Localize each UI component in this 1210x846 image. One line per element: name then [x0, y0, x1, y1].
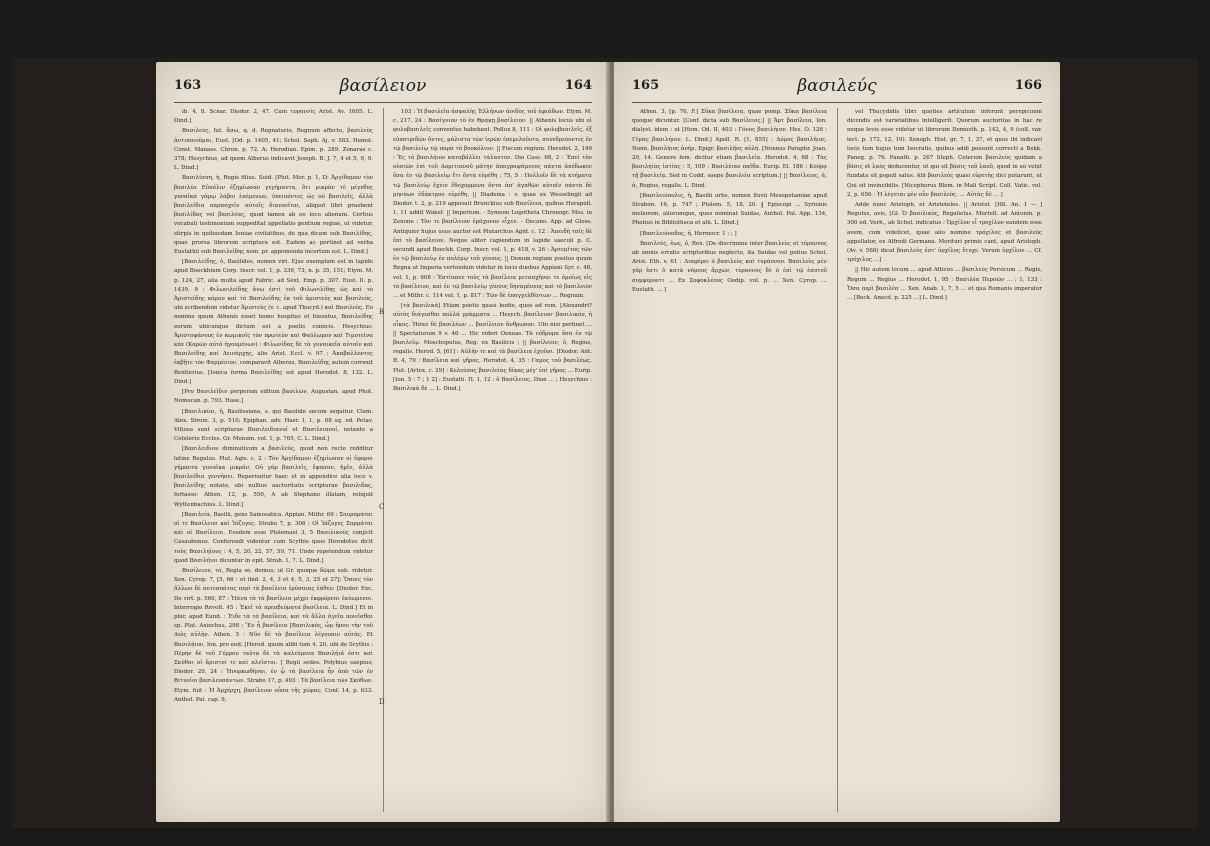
headword: βασιλεύς [797, 76, 877, 96]
page-number-right: 166 [1014, 78, 1042, 93]
page-number-left: 165 [632, 78, 660, 93]
paragraph: [τὰ βασιλικά] Etiam poetis quasi hodie, quos ad rem. [Alexandri? αὐτὸς διάγεσθαι πολλά γράμματα ... Hesych. βασίλειον· βασιλικὸν, ἡ οἶκος. Ἡσαν δὲ βασιλέων ... βασίλειον ἄνθρωπον. Ubi nisi pertinet ... || Spectatorum 9 v. 46 ... Hic videri Oeneas. Τὰ εὐδρομα ὅσα ἐν τῷ βασιλείῳ. Moschopulus, Reg. ex Basilicis ; || βασίλειον, ὁ, Regius, regalis. Herod. 5, [61] : Αὐλὴν τε καὶ τὰ βασίλεια ἐχοῦσι. [Diodor. Ant. R. 4, 79 : Βασίλεια καὶ γῆρας. Herodot. 4, 35 : Γαμος τοῦ βασιλέως. Plut. [Artox. c. 29] : Κελεύσας βασιλείας δίκας μέγ' ἐπὶ γῆρας ... Eurip. [Ion. 5 : 7 ; 1 2] : Eustath. Π. 1, 12 : ὁ Βασίλειος. Dion ... ; Hesychius : Βασιλικὰ δὲ ... L. Dind.] [393, 303, 592, 393]
headword: βασίλειον [339, 76, 427, 96]
column-1 [632, 108, 827, 812]
right-page [614, 62, 1060, 822]
book-spread [12, 58, 1198, 828]
column-2 [393, 108, 592, 812]
margin-letter: B [379, 308, 385, 316]
columns [632, 108, 1042, 812]
right-running-head [632, 76, 1042, 102]
column-divider [837, 108, 838, 812]
paragraph: Athen. 3, [p. 76, F.] Σῦκα βασίλεια, quae pomp. Σῦκα βασίλεια quoque dicuntur. [Conf. dicta sub Βασίλειος.] || Ἀρτ βασίλεια, Ion. dialyst. idem : ut [Hom. Od. II, 403 : Γόνος βασιλήιον. Hes. O. 126 : Γέρας βασιλήιον. L. Dind.] Apoll. R. [1, 855] : Δόμος βασιλήιος. Nonn. βασιλήιος ἀνήρ. Epigr. βασιλῆος αὐλή. [Nonnus Paraphr. Joan. 20, 14. Genere fem. dicitur etiam βασιλεία. Herodot. 4, 68 : Τὰς βασιληίας ἱστίας : 5, 109 : Βασιλέιαν παῖδα. Eurip. El. 186 : Κούρᾳ τῇ βασιλείᾳ. Sed in Codd. saepe βασιλεία scriptum.] || Βασίλειος, ἁ, ἁ, Regius, regalis. L. Dind. [632, 109, 827, 189]
paragraph: [Βασιλειόνοδος, ἡ. Hermocr. 1 : ; ] [640, 230, 737, 237]
paragraph: || Hic autem locum ... apud Atticos ... βασιλεύς Persicum ... Regis, Regum ... Regius ... Herodot. 1, 95 : Βασιλέα Περσῶν ... ; 1, 133 : Ὅσα περὶ βασιλέα ... Xen. Anab. 1, 7, 5 ... et qua Romanis imperator ... [Beck. Anecd. p. 225 ...] L. Dind.] [847, 267, 1042, 302]
page-number-right: 164 [564, 78, 592, 93]
paragraph: Βασιλίσση, ἡ, Regis filius. Suid. [Plut. Mor. p. 1, D: Ἀργίδαμον τὸν βασιλέα Εὐπόλιν ἐζημίωσαν γεγήμαντα, ὅτι μικρὰν τὲ μέγεθος γυναῖκα γάμῳ λάβοι ἐπέμενων, ὑπειπόντες ὡς οὐ βασιλεῖς, ἀλλὰ βασιλείδια παρασχεῖν αὐτοῖς διανοεῖται, aliquot libri praebent βασιλίδας vel βασιλέας, quod tamen ab eo loco alienum. Certius vocabuli testimonium suppeditat appellatio gentium regiae, ut videtur, stirpis in quibusdam Ioniae civitatibus, de qua dicam sub Βασιλίδης, quae prorsa librorum scriptura est. Eadem ac pertinet ad verba Eustathii sub Βασιλείδης nom. pr. appomenda incertum est. L. Dind.] [174, 175, 373, 256]
margin-letter: C [379, 503, 385, 511]
paragraph: [Βασιλεία, Basilii, gens Samosatica. Appian. Mithr. 69 : Σαυρομάται οἱ τε Βασίλειοι καὶ Ἰάζυγες. Strabo 7, p. 306 : Οἱ Ἰάζυγες Σαρμάται καὶ οἱ Βασίλειοι. Eosdem esse Ptolemaei 3, 5 Βασιλικοὺς conjicit Casaubonus. Conferendi videntur cum Scythis quos Herodotus dicit τοὺς Βασιληίους : 4, 5, 20, 22, 57, 59, 71. Unde repetendum videtur quod Βασιλήιοι dicuntur in epit. Strab. 1, 7. L. Dind.] [174, 511, 373, 564]
columns [174, 108, 592, 812]
left-running-head [174, 76, 592, 102]
paragraph: Adde nunc Aristoph. et Aristoteles. || Aristot. [Hil. An. 1 — ] Regulus, avis, [Gl. Ὁ βασιλικός, Regaliolus. Mortell. ad Antonin. p. 300 ed. Verh., ab Schol. indicatus : Ὀρχίλον εἶ τροχίλον eandem esse avem, cum videlicet, quae alio nomine τρόχιλος et βασιλεὺς appellatur, ex Alfredi Germana. Morituri primis cant, apud Aristoph. (Av. v. 568) dicat βασιλεὺς ἐστ' ὀρχίλος ἔτυχε. Verum ὀρχίλον ... Cf. τρόχιλος ...] [847, 202, 1042, 264]
page-number-left: 163 [174, 78, 202, 93]
header-rule [174, 102, 592, 103]
paragraph: ib. 4, 8. Scnar. Diodor. 2, 47. Cum τυραννὶς Arist. Av. 1605. L. Dind.] [174, 109, 373, 125]
paragraph: [Βασιλείδης, ὁ, Basilides, nomen viri. Ejus exemplum est in lapide apud Boeckhium Corp. Inscr. vol. 1, p. 339, 73, n. p. 35, 151; Etym. M. p. 124, 27, alia multa apud Fabric. ad Sext. Emp. p. 307. Eust. Il. p. 1439, 9 : Φιλωνιλείδης ἄνω ἐστὶ τοῦ Φιλωνιλίδης ὡς καὶ τὸ Ἀριστείδης κάρου καὶ τὸ Βασιλείδης ἐκ τοῦ ἀριστεὺς καὶ βασιλεύς, ubi scribendum videtur Ἀριστεὺς (v. c. apud Thucyd.) καὶ Βασιλεὺς. Eo nomine quum Athenis esset homo hospitus et hiesutus, Βασιλείδης eorum ubicunque dictum est a poetis comicis. Hesychius: Ἀριστοφάνους ἐν κωμικοῖς τὸν πρωτεὺν καὶ Φαύλωμον καὶ Τιμοτεῖνα κέα (Καρῶν αὐτὸ ἡγουμένων) : Φιλωνίδας δὲ τὰ γυναικεῖα αὐτοῖν καὶ Βασιλείδης καὶ Δεινάρχης, alio Arist. Eccl. v. 97 : Ἀκαβαλλοντες ἐκβῇτε τὸν Φαρμένιον, comparavit Alberus, Βασιλείδης autem correxit Bentlerius. [Ionica forma Βασιλεῖδης est apud Herodot. 8, 132. L. Dind.] [174, 259, 373, 385]
column-divider [383, 108, 384, 812]
paragraph: [Βασιλειόπολις, ἡ, Basilii urbs, nomen fluvii Mesopotamiae apud Strabon. 16, p. 747 ; Ptolem. 5, 18, 20. ‖ Episcopi ... Syrionis meliorem, aliorumque, quos nominat Suidas, Anthol. Pal. App. 134, Photius in Bibliotheca et alii. L. Dind.] [632, 192, 827, 227]
paragraph: 103 : Ἡ βασιλεῖα ἀσφαλὴς Ἑλλήνων ἀοιδὸς τοῦ ἐφεάδων. Etym. M. c. 217, 24 : Βασίγνιον τὸ ἐν Θρᾳκῃ βασίλειον. || Athenis locus ubi οἱ φυλοβασιλεῖς conventus habebant. Pollux 8, 111 : Οἱ φυλοβασιλεῖς, ἐξ εὐπατριδῶν ὄντες, μάλιστα τῶν ἱερῶν ἐπεμελοῦντο, συνεδρεύοντες ἐν τῷ βασιλείῳ τῷ παρὰ τὸ βουκόλιον. || Fiscum regium. Herodot. 2, 149 : Ἐς τὸ βασιλήιον καταβάλλει τάλαντον. Dio Cass. 68, 2 : Ἐπεὶ τὸν οὐσιῶν ἐπὶ τοῦ Δομιτιανοῦ μάτην ἀπογραψάμενος πάντα ἀπέδωκεν ὅσα ἐν τῷ βασιλείῳ ἔτι ὄντα εὑρέθη ; 75, 5 : Πολλοῖν δὲ τὰ κτήματα τῷ βασιλείῳ ἔχειν ἔδοχορμονα ὄντα ἀπ' ἀγαθῶν αὑτοῖν πάντα δὲ μηνύων ἐδάκτρου εὐρέθη. || Diadema : v. quae ex Wesselingii ad Diodor. t. 2, p. 219 apposuit Brunckius sub Βασίλεια, quibus Horapoll. 1, 11 addit Wakef. || Imperium. - Symeon Logotheta Chronogr. Mss. in Zenone : Τὸν τε βασίλειον ἐμάχονον εἶχεν. - Decano. App. ad Gloss. Antiquior hujus usus auctor est Plutarchus Agid. c. 12 : Ἀπειδὴ ταῖς δὲ ἐπὶ τὸ βασίλειον. Neque aliter capiendum in lapide saeculi p. C. secundi apud Boeckh. Corp. Inscr. vol. 1, p. 418, v. 26 : Ἀρτεμίτος τῶν ἐν τῷ βασιλείῳ ἐν πολέμῳ τοῦ γένους. || Donum regiam positus quum Regna ut Imperia vertendum videtur in locis duobus Appiani Syr. c. 48, vol. 1, p. 608 : Ἐστίασεν τοὺς τὰ βασίλεια μετασχῆναι τε ὁμοίως εἰς τὸ βασίλειον, καὶ ἐν τῷ βασιλείῳ γένους δηναμένους καὶ τὸ βασιλειον ... et Mithr. c. 114 vol. 1, p. 817 : Τῶν δὲ ἐπαγγελθέντων ... Regnum. [393, 109, 592, 300]
paragraph: [Βασιλικίαι, ἡ, Basilissiana, s. qui Basilide secum sequitur. Clem. Alex. Strom. 3, p. 510; Epiphan. adv. Haer. I, 1, p. 68 sq. ed. Petav. Vitiosa sunt scripturae Βασιλειδιανοί et Βασιλειανοί, notante a Cotelerio Eccles. Gr. Monum. vol. 1, p. 765, C. L. Dind.] [174, 408, 373, 443]
paragraph: Βασιλεύς, ἐως, ὁ, Rex. [De discrimine inter βασιλεὺς et τύραννος ab omnis erratis scriptoribus neglecto, ita Suidas vel potius Schol. Arist. Eth. v. 61 : Διαφέρει ὁ βασιλεὺς καὶ τυράννου. Βασιλεὺς μὲν γάρ ἐστι ὁ κατὰ νόμους ἄρχων, τύραννος δὲ ὁ ἐπὶ τῷ ἑαυτοῦ συμφέροντι ... Ex Σοφοκλέους Oedip. vol. p. ... Xen. Cyrop. ... Eustath. ... ] [632, 240, 827, 293]
header-rule [632, 102, 1042, 103]
left-page [156, 62, 610, 822]
paragraph: [Βασιλειδιον diminutivum a βασιλεύς, quod non recte redditur latine Regulus. Plut. Agis. c. 2 : Τὸν Ἀργίδαμον ἐζημίωσαν οἱ ἔφοροι γήμαντα γυναῖκα μικράν, Οὐ γὰρ βασιλεῖς, ἔφασαν, ἡμῖν, ἀλλὰ βασιλείδια γεννήσει. Reperiuntur haec et in appendice alia loco v. βασιλείδης notato, ubi nullius auctoritatis scripturae βασιλιδας, fortasse: Athen. 12, p. 550, A ab Stephano illatam, reliquit Wyttenbachius. L. Dind.] [174, 446, 373, 508]
paragraph: vel Thucydidis libri quoties articulum inferunt perspicuum dicendis est varietatibus intelligerit. Quorum auctoritas in hac re neque levis esse videtur ut librorum Demosth. p. 142, 4, 9 (coll. var. lect. p. 172, 12, 19). Xenoph. Hist. gr. 7, 1, 37, et quos ibi indicavi locis tum hujus tum Isocratis, quibus addi possunt correcti a Bekk. Paneg. p. 76. Panath. p. 267 Steph. Ceterum βασιλεὺς quidam a βάσις et λαὸς deducentur, ut qui sit βάσις τοῦ λαοῦ, quod in eo velut fundata sit populi salus. Alii βασιλεὺς quasi εὑρετὴς dici putarunt, ut Qui sit invincibilis. [Nicephorus Blem. in Mali Script. Coll. Vatic. vol. 2, p. 656 : Ἡ λέγεται μὲν οὖν βασιλεὺς. ... Αὐτὰς δὲ ... ] [847, 109, 1042, 198]
column-1 [174, 108, 373, 812]
paragraph: Βασίλειον, τὸ, Regia se. domus; ut Gr. quoque δῶμα sub. videtur. Xen. Cyrop. 7, [5, 66 : et ibid. 2, 4, 3 et 4, 5, 3, 25 et 27]; Ὅσοις τὸν ἄλλων δὲ ποτεσπάτας περὶ τὰ βασίλεια ἐρύσαιας ἐάθεν; [Diodor. Exc. De virt. p. 560, 87 : Ἠάνα τὰ τὰ βασίλεια μέχρι ἐκφρόρναι ἐκύωμενοι. Interrogio Revolt. 45 : Ἐκεῖ τὰ πρεσβεύματα βασίλεια. L. Dind.] Et in plur. apud Eund. : Ἐιδε τὰ τὰ βασίλεια, καὶ τὰ ἄλλα ἀγεῖα ποιεῖσθαι sp. Plat. Axiochus, 298 : Ἕν ἧ βασίλεια [Βασιλικός, ὧμ ἥπου τὴν τοῦ Διὸς αὐλὴν. Athen. 5 : Νῦν δὲ τὰ βασίλεια λέγουσιν αὐτὰς. Et Βασιλήιον, Ion. pro eod. [Herod. quum alibi tum 4, 20, ubi de Scythis : Πέρην δὲ τοῦ Γέρρου ταῦτα δὲ τὰ καλεύμενα Βασιλήιά ἐστι καὶ Σκύθαι οἱ ἄριστοί τε καὶ πλεῖστοι. [ Regii sedes. Polybius saepius; Diodor. 20, 24 : Ἠνορκωθήναι, ἐν ᾧ τὰ βασίλεια ἦν ἀπὸ τῶν ἐν Βιτυνίοι βασιλευσάντων. Strabo 17, p. 493 : Τὰ βασίλεια τῶν Σκύθων. Etym. fuit : Ἡ Ἀρχέρχη, βασίλειον οὖσα τῆς χώρας. Conf. 14, p. 633. Anthol. Pal. cap. 9, [174, 567, 373, 703]
paragraph: [Pro Βασιλεῖδιν perperam editum βασιλῶν, Augustan, apud Phot. Nomocan. p. 793. Hase.] [174, 389, 373, 405]
paragraph: Βασιλεὺς, fut. ἄσω, q. d. Regnaturio, Regnum affecto, βασιλεὺς ἀντιποιοῦμαι, Eust. [Od. p. 1405, 41; Schol. Soph. Aj. v. 583. Hemst. Const. Manass. Chron. p. 72. A; Herodian. Epim. p. 289. Zonaras c. 378; Hesychius, ad quem Alberus indicavit Joseph. B. J. 7, 4 et 5, 9, 9. L. Dind.] [174, 128, 373, 172]
margin-letter: D [379, 698, 385, 706]
column-2 [847, 108, 1042, 812]
